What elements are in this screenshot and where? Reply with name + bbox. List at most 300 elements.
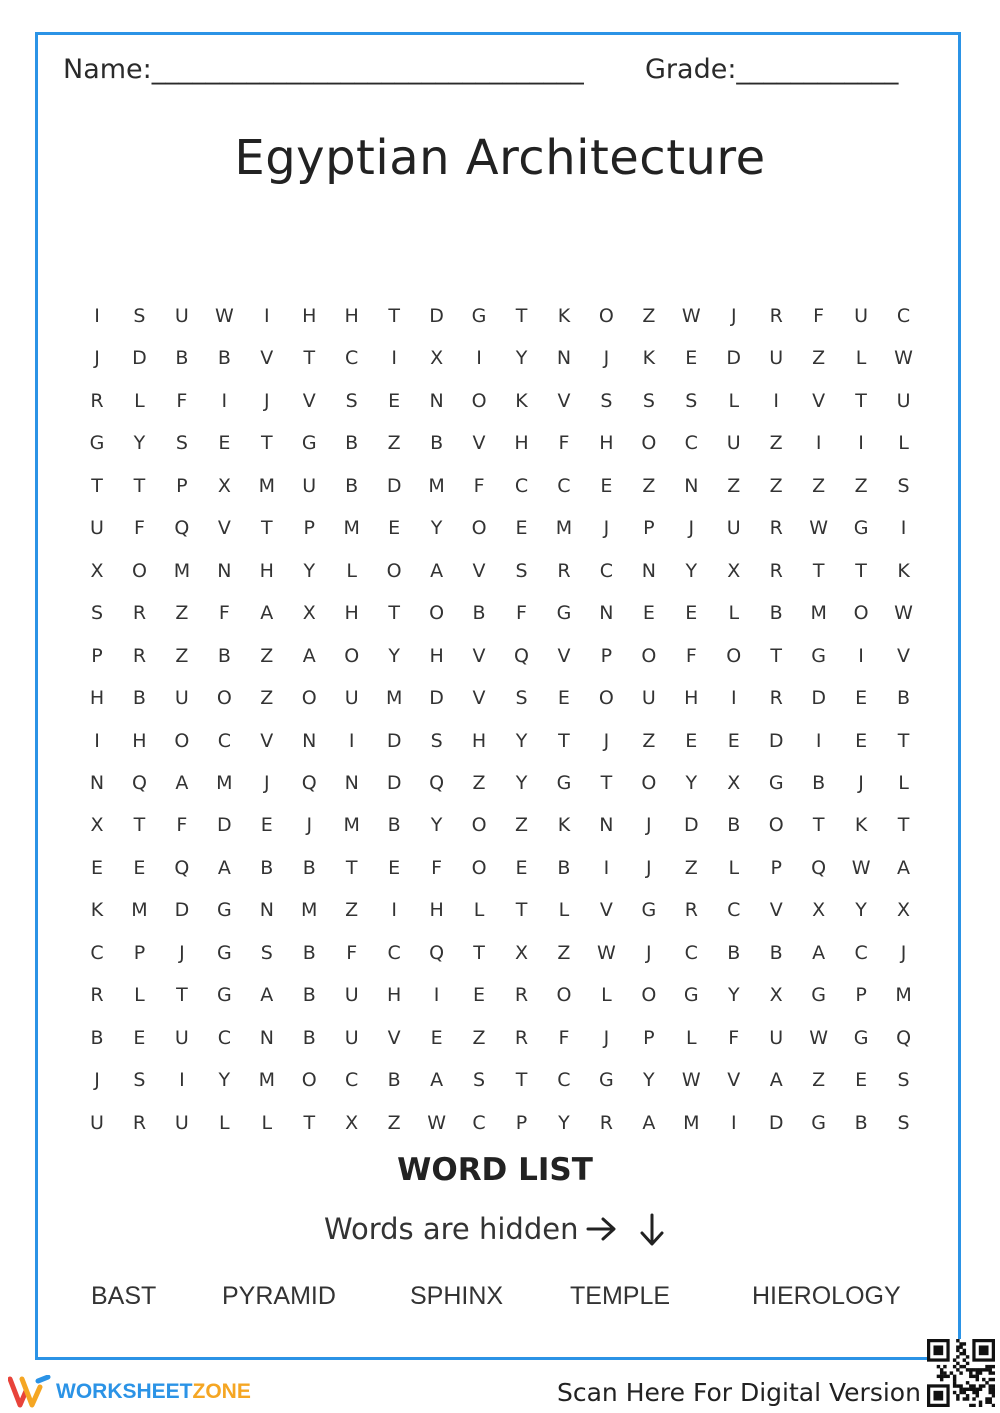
- grid-letter[interactable]: E: [90, 856, 103, 879]
- grid-letter[interactable]: B: [769, 602, 783, 625]
- grid-letter[interactable]: F: [346, 941, 358, 964]
- grid-letter[interactable]: T: [515, 899, 528, 922]
- grid-letter[interactable]: B: [302, 941, 316, 964]
- grid-letter[interactable]: U: [344, 687, 359, 710]
- grid-letter[interactable]: E: [218, 432, 231, 455]
- grid-letter[interactable]: T: [260, 432, 273, 455]
- grid-letter[interactable]: J: [603, 729, 610, 752]
- grid-letter[interactable]: V: [472, 687, 486, 710]
- grid-letter[interactable]: U: [854, 305, 869, 327]
- grid-letter[interactable]: K: [897, 559, 910, 582]
- grid-letter[interactable]: I: [94, 305, 100, 327]
- grid-letter[interactable]: Y: [303, 559, 316, 582]
- grid-letter[interactable]: O: [216, 687, 232, 710]
- grid-letter[interactable]: E: [855, 729, 868, 752]
- grid-letter[interactable]: R: [769, 559, 783, 582]
- grid-letter[interactable]: E: [260, 814, 273, 837]
- grid-letter[interactable]: Q: [429, 771, 445, 794]
- grid-letter[interactable]: O: [429, 602, 445, 625]
- grid-letter[interactable]: A: [642, 1111, 656, 1134]
- grid-letter[interactable]: I: [433, 984, 440, 1007]
- grid-letter[interactable]: V: [812, 389, 826, 412]
- grid-letter[interactable]: G: [683, 984, 699, 1007]
- grid-letter[interactable]: Z: [642, 305, 656, 327]
- grid-letter[interactable]: V: [557, 644, 571, 667]
- grid-letter[interactable]: E: [133, 1026, 146, 1049]
- grid-letter[interactable]: A: [812, 941, 826, 964]
- grid-letter[interactable]: B: [430, 432, 444, 455]
- grid-letter[interactable]: N: [684, 474, 699, 497]
- grid-letter[interactable]: U: [174, 305, 189, 327]
- grid-letter[interactable]: C: [599, 559, 614, 582]
- grid-letter[interactable]: I: [815, 432, 822, 455]
- grid-letter[interactable]: H: [599, 432, 614, 455]
- grid-letter[interactable]: X: [217, 474, 231, 497]
- grid-letter[interactable]: G: [641, 899, 657, 922]
- grid-letter[interactable]: G: [216, 941, 232, 964]
- grid-letter[interactable]: Z: [345, 899, 359, 922]
- grid-letter[interactable]: C: [345, 1069, 359, 1092]
- grid-letter[interactable]: Y: [855, 899, 867, 922]
- grid-letter[interactable]: Z: [175, 602, 189, 625]
- grid-letter[interactable]: P: [515, 1111, 528, 1134]
- grid-letter[interactable]: F: [473, 474, 485, 497]
- grid-letter[interactable]: X: [897, 899, 911, 922]
- grid-letter[interactable]: Y: [430, 517, 443, 540]
- grid-letter[interactable]: S: [515, 559, 528, 582]
- grid-letter[interactable]: F: [133, 517, 145, 540]
- grid-letter[interactable]: O: [471, 517, 487, 540]
- grid-letter[interactable]: T: [558, 729, 570, 752]
- grid-letter[interactable]: M: [343, 814, 360, 837]
- grid-letter[interactable]: E: [515, 517, 528, 540]
- grid-letter[interactable]: Q: [131, 771, 147, 794]
- grid-letter[interactable]: R: [769, 305, 783, 327]
- grid-letter[interactable]: V: [599, 899, 613, 922]
- grid-letter[interactable]: Z: [769, 474, 783, 497]
- grid-letter[interactable]: O: [471, 389, 487, 412]
- grid-letter[interactable]: V: [260, 347, 274, 370]
- grid-letter[interactable]: I: [900, 517, 907, 540]
- grid-letter[interactable]: V: [217, 517, 231, 540]
- grid-letter[interactable]: S: [90, 602, 104, 625]
- grid-letter[interactable]: D: [726, 347, 742, 370]
- grid-letter[interactable]: T: [812, 559, 825, 582]
- grid-letter[interactable]: F: [218, 602, 230, 625]
- grid-letter[interactable]: I: [263, 305, 270, 327]
- grid-letter[interactable]: Y: [727, 984, 740, 1007]
- grid-letter[interactable]: J: [263, 389, 270, 412]
- grid-letter[interactable]: B: [175, 347, 189, 370]
- grid-letter[interactable]: E: [388, 856, 401, 879]
- grid-letter[interactable]: Z: [514, 814, 529, 837]
- grid-letter[interactable]: I: [179, 1069, 185, 1092]
- grid-letter[interactable]: W: [427, 1111, 446, 1134]
- grid-letter[interactable]: E: [430, 1026, 443, 1049]
- grid-letter[interactable]: I: [603, 856, 610, 879]
- grid-letter[interactable]: C: [387, 941, 401, 964]
- grid-letter[interactable]: Y: [685, 771, 698, 794]
- grid-letter[interactable]: X: [345, 1111, 359, 1134]
- grid-letter[interactable]: R: [769, 517, 783, 540]
- grid-letter[interactable]: J: [646, 814, 652, 837]
- grid-letter[interactable]: N: [429, 389, 444, 412]
- grid-letter[interactable]: B: [217, 644, 231, 667]
- grid-letter[interactable]: H: [132, 729, 147, 752]
- grid-letter[interactable]: L: [728, 389, 740, 412]
- grid-letter[interactable]: X: [430, 347, 444, 370]
- grid-letter[interactable]: D: [429, 305, 444, 327]
- grid-letter[interactable]: T: [515, 305, 528, 327]
- grid-letter[interactable]: D: [386, 729, 402, 752]
- grid-letter[interactable]: G: [216, 899, 232, 922]
- grid-letter[interactable]: C: [557, 1069, 571, 1092]
- grid-letter[interactable]: L: [134, 984, 145, 1007]
- name-field[interactable]: Name:________________________________: [63, 54, 584, 85]
- grid-letter[interactable]: C: [345, 347, 359, 370]
- grid-letter[interactable]: N: [556, 347, 572, 370]
- grid-letter[interactable]: L: [898, 771, 909, 794]
- grid-letter[interactable]: N: [89, 771, 105, 794]
- grid-letter[interactable]: L: [219, 1111, 230, 1134]
- grid-letter[interactable]: T: [897, 814, 910, 837]
- grid-letter[interactable]: F: [728, 1026, 740, 1049]
- grid-letter[interactable]: P: [133, 941, 146, 964]
- grid-letter[interactable]: V: [472, 644, 486, 667]
- grid-letter[interactable]: W: [681, 305, 701, 327]
- grid-letter[interactable]: T: [133, 474, 146, 497]
- grid-letter[interactable]: R: [599, 1111, 613, 1134]
- grid-letter[interactable]: D: [768, 729, 784, 752]
- grid-letter[interactable]: U: [726, 432, 741, 455]
- grid-letter[interactable]: T: [260, 517, 273, 540]
- grid-letter[interactable]: D: [811, 687, 826, 710]
- grid-letter[interactable]: I: [815, 729, 822, 752]
- grid-letter[interactable]: C: [557, 474, 571, 497]
- grid-letter[interactable]: M: [301, 899, 318, 922]
- grid-letter[interactable]: J: [688, 517, 695, 540]
- grid-letter[interactable]: U: [90, 517, 104, 540]
- grid-letter[interactable]: R: [132, 602, 147, 625]
- grid-letter[interactable]: J: [900, 941, 907, 964]
- grid-letter[interactable]: Z: [812, 474, 826, 497]
- grid-letter[interactable]: T: [345, 856, 358, 879]
- grid-letter[interactable]: I: [94, 729, 100, 752]
- grid-letter[interactable]: X: [302, 602, 316, 625]
- grid-letter[interactable]: U: [896, 389, 911, 412]
- grid-letter[interactable]: G: [301, 432, 317, 455]
- grid-letter[interactable]: U: [769, 347, 784, 370]
- grid-letter[interactable]: E: [685, 602, 698, 625]
- grid-letter[interactable]: I: [476, 347, 482, 370]
- grid-letter[interactable]: T: [855, 389, 867, 412]
- grid-letter[interactable]: B: [132, 687, 146, 710]
- grid-letter[interactable]: F: [685, 644, 697, 667]
- qr-code-icon[interactable]: [927, 1339, 995, 1407]
- grid-letter[interactable]: Z: [387, 1111, 401, 1134]
- grid-letter[interactable]: M: [428, 474, 445, 497]
- grid-letter[interactable]: W: [809, 517, 829, 540]
- grid-letter[interactable]: N: [259, 899, 274, 922]
- grid-letter[interactable]: G: [599, 1069, 614, 1092]
- grid-letter[interactable]: K: [557, 305, 571, 327]
- grid-letter[interactable]: Z: [812, 1069, 826, 1092]
- grid-letter[interactable]: W: [894, 347, 913, 370]
- grid-letter[interactable]: J: [646, 856, 652, 879]
- grid-letter[interactable]: G: [89, 432, 105, 455]
- grid-letter[interactable]: B: [727, 814, 741, 837]
- grid-letter[interactable]: K: [642, 347, 656, 370]
- grid-letter[interactable]: M: [258, 1069, 275, 1092]
- grid-letter[interactable]: O: [131, 559, 147, 582]
- grid-letter[interactable]: P: [643, 517, 655, 540]
- grid-letter[interactable]: I: [391, 899, 397, 922]
- grid-letter[interactable]: T: [770, 644, 782, 667]
- grid-letter[interactable]: C: [472, 1111, 486, 1134]
- grid-letter[interactable]: M: [131, 899, 148, 922]
- grid-letter[interactable]: H: [344, 305, 359, 327]
- grid-letter[interactable]: S: [260, 941, 273, 964]
- grid-letter[interactable]: T: [600, 771, 613, 794]
- grid-letter[interactable]: K: [854, 814, 868, 837]
- grid-letter[interactable]: T: [897, 729, 910, 752]
- grid-letter[interactable]: G: [471, 305, 487, 327]
- grid-letter[interactable]: O: [641, 432, 657, 455]
- grid-letter[interactable]: S: [133, 1069, 146, 1092]
- grid-letter[interactable]: Y: [430, 814, 443, 837]
- grid-letter[interactable]: V: [472, 432, 486, 455]
- grid-letter[interactable]: E: [515, 856, 528, 879]
- grid-letter[interactable]: L: [346, 559, 357, 582]
- grid-letter[interactable]: J: [603, 1026, 610, 1049]
- grid-letter[interactable]: H: [259, 559, 274, 582]
- grid-letter[interactable]: V: [260, 729, 274, 752]
- grid-letter[interactable]: Q: [174, 517, 190, 540]
- grid-letter[interactable]: I: [730, 687, 737, 710]
- grid-letter[interactable]: X: [727, 559, 741, 582]
- grid-letter[interactable]: G: [556, 602, 572, 625]
- grid-letter[interactable]: G: [811, 644, 826, 667]
- grid-letter[interactable]: E: [388, 389, 401, 412]
- grid-letter[interactable]: S: [515, 687, 528, 710]
- grid-letter[interactable]: R: [90, 389, 104, 412]
- grid-letter[interactable]: M: [810, 602, 827, 625]
- grid-letter[interactable]: M: [555, 517, 573, 540]
- grid-letter[interactable]: M: [173, 559, 191, 582]
- grid-letter[interactable]: O: [726, 644, 742, 667]
- grid-letter[interactable]: E: [727, 729, 740, 752]
- grid-letter[interactable]: S: [430, 729, 443, 752]
- grid-letter[interactable]: Z: [854, 474, 868, 497]
- grid-letter[interactable]: O: [301, 1069, 317, 1092]
- grid-letter[interactable]: C: [684, 432, 698, 455]
- grid-letter[interactable]: B: [345, 474, 359, 497]
- grid-letter[interactable]: N: [599, 602, 614, 625]
- grid-letter[interactable]: B: [897, 687, 911, 710]
- grid-letter[interactable]: G: [853, 517, 869, 540]
- grid-letter[interactable]: X: [727, 771, 741, 794]
- grid-letter[interactable]: Z: [260, 644, 274, 667]
- grid-letter[interactable]: C: [217, 1026, 231, 1049]
- grid-letter[interactable]: C: [217, 729, 231, 752]
- grid-letter[interactable]: A: [302, 644, 316, 667]
- grid-letter[interactable]: T: [91, 474, 103, 497]
- grid-letter[interactable]: O: [344, 644, 360, 667]
- grid-letter[interactable]: G: [768, 771, 784, 794]
- grid-letter[interactable]: Q: [896, 1026, 912, 1049]
- grid-letter[interactable]: W: [214, 305, 234, 327]
- grid-letter[interactable]: T: [303, 1111, 316, 1134]
- grid-letter[interactable]: D: [683, 814, 699, 837]
- grid-letter[interactable]: M: [683, 1111, 700, 1134]
- grid-letter[interactable]: T: [388, 602, 400, 625]
- grid-letter[interactable]: D: [386, 474, 402, 497]
- grid-letter[interactable]: G: [811, 984, 826, 1007]
- grid-letter[interactable]: S: [473, 1069, 486, 1092]
- grid-letter[interactable]: L: [686, 1026, 697, 1049]
- grid-letter[interactable]: C: [684, 941, 698, 964]
- grid-letter[interactable]: N: [217, 559, 232, 582]
- grid-letter[interactable]: L: [134, 389, 145, 412]
- grid-letter[interactable]: D: [429, 687, 444, 710]
- grid-letter[interactable]: T: [515, 1069, 528, 1092]
- grid-letter[interactable]: X: [90, 814, 104, 837]
- grid-letter[interactable]: S: [642, 389, 655, 412]
- grid-letter[interactable]: T: [176, 984, 188, 1007]
- grid-letter[interactable]: Z: [769, 432, 783, 455]
- grid-letter[interactable]: Y: [515, 729, 528, 752]
- grid-letter[interactable]: R: [132, 1111, 147, 1134]
- grid-letter[interactable]: B: [472, 602, 486, 625]
- grid-letter[interactable]: U: [641, 687, 656, 710]
- grid-letter[interactable]: O: [641, 771, 657, 794]
- grid-letter[interactable]: P: [303, 517, 315, 540]
- grid-letter[interactable]: Q: [514, 644, 529, 667]
- grid-letter[interactable]: L: [473, 899, 485, 922]
- grid-letter[interactable]: V: [302, 389, 316, 412]
- grade-field[interactable]: Grade:____________: [645, 54, 899, 85]
- grid-letter[interactable]: J: [306, 814, 313, 837]
- grid-letter[interactable]: G: [556, 771, 572, 794]
- grid-letter[interactable]: F: [516, 602, 527, 625]
- grid-letter[interactable]: M: [895, 984, 912, 1007]
- grid-letter[interactable]: K: [515, 389, 528, 412]
- grid-letter[interactable]: Z: [557, 941, 571, 964]
- grid-letter[interactable]: D: [768, 1111, 784, 1134]
- grid-letter[interactable]: C: [854, 941, 868, 964]
- grid-letter[interactable]: J: [263, 771, 270, 794]
- grid-letter[interactable]: H: [429, 644, 444, 667]
- grid-letter[interactable]: W: [596, 941, 616, 964]
- grid-letter[interactable]: V: [769, 899, 783, 922]
- grid-letter[interactable]: R: [132, 644, 147, 667]
- grid-letter[interactable]: A: [217, 856, 231, 879]
- grid-letter[interactable]: U: [174, 687, 189, 710]
- grid-letter[interactable]: P: [855, 984, 867, 1007]
- grid-letter[interactable]: V: [387, 1026, 401, 1049]
- grid-letter[interactable]: O: [598, 305, 614, 327]
- grid-letter[interactable]: W: [809, 1026, 829, 1049]
- grid-letter[interactable]: R: [684, 899, 698, 922]
- grid-letter[interactable]: O: [386, 559, 402, 582]
- grid-letter[interactable]: F: [558, 1026, 570, 1049]
- grid-letter[interactable]: Z: [642, 474, 656, 497]
- grid-letter[interactable]: E: [133, 856, 146, 879]
- grid-letter[interactable]: Z: [642, 729, 656, 752]
- grid-letter[interactable]: B: [302, 1026, 316, 1049]
- grid-letter[interactable]: I: [221, 389, 228, 412]
- grid-letter[interactable]: F: [176, 814, 188, 837]
- grid-letter[interactable]: G: [811, 1111, 826, 1134]
- grid-letter[interactable]: Q: [429, 941, 445, 964]
- grid-letter[interactable]: S: [897, 1069, 910, 1092]
- grid-letter[interactable]: Z: [260, 687, 274, 710]
- grid-letter[interactable]: X: [769, 984, 783, 1007]
- grid-letter[interactable]: R: [90, 984, 104, 1007]
- grid-letter[interactable]: H: [344, 602, 359, 625]
- grid-letter[interactable]: B: [387, 814, 401, 837]
- grid-letter[interactable]: U: [90, 1111, 104, 1134]
- grid-letter[interactable]: X: [812, 899, 826, 922]
- grid-letter[interactable]: A: [260, 602, 274, 625]
- grid-letter[interactable]: Q: [811, 856, 827, 879]
- grid-letter[interactable]: A: [769, 1069, 783, 1092]
- grid-letter[interactable]: N: [641, 559, 656, 582]
- grid-letter[interactable]: I: [858, 432, 864, 455]
- grid-letter[interactable]: B: [260, 856, 274, 879]
- grid-letter[interactable]: E: [642, 602, 655, 625]
- grid-letter[interactable]: V: [472, 559, 486, 582]
- grid-letter[interactable]: U: [174, 1111, 189, 1134]
- grid-letter[interactable]: Y: [685, 559, 698, 582]
- grid-letter[interactable]: V: [557, 389, 571, 412]
- grid-letter[interactable]: Z: [727, 474, 741, 497]
- grid-letter[interactable]: S: [897, 1111, 910, 1134]
- grid-letter[interactable]: S: [600, 389, 613, 412]
- grid-letter[interactable]: D: [386, 771, 402, 794]
- grid-letter[interactable]: V: [897, 644, 911, 667]
- grid-letter[interactable]: Q: [301, 771, 317, 794]
- grid-letter[interactable]: T: [855, 559, 867, 582]
- grid-letter[interactable]: Y: [218, 1069, 231, 1092]
- grid-letter[interactable]: M: [216, 771, 233, 794]
- grid-letter[interactable]: B: [812, 771, 826, 794]
- grid-letter[interactable]: D: [217, 814, 232, 837]
- grid-letter[interactable]: F: [813, 305, 825, 327]
- grid-letter[interactable]: R: [514, 1026, 529, 1049]
- grid-letter[interactable]: S: [175, 432, 188, 455]
- grid-letter[interactable]: P: [643, 1026, 655, 1049]
- grid-letter[interactable]: F: [558, 432, 570, 455]
- grid-letter[interactable]: U: [726, 517, 741, 540]
- grid-letter[interactable]: J: [646, 941, 652, 964]
- grid-letter[interactable]: Y: [515, 771, 528, 794]
- grid-letter[interactable]: Q: [174, 856, 190, 879]
- grid-letter[interactable]: N: [599, 814, 614, 837]
- grid-letter[interactable]: O: [471, 856, 487, 879]
- grid-letter[interactable]: U: [174, 1026, 189, 1049]
- grid-letter[interactable]: S: [897, 474, 910, 497]
- grid-letter[interactable]: B: [217, 347, 231, 370]
- grid-letter[interactable]: E: [855, 687, 868, 710]
- grid-letter[interactable]: J: [94, 1069, 100, 1092]
- grid-letter[interactable]: S: [345, 389, 358, 412]
- grid-letter[interactable]: B: [302, 856, 316, 879]
- grid-letter[interactable]: T: [133, 814, 146, 837]
- grid-letter[interactable]: O: [768, 814, 784, 837]
- grid-letter[interactable]: C: [514, 474, 529, 497]
- grid-letter[interactable]: H: [89, 687, 105, 710]
